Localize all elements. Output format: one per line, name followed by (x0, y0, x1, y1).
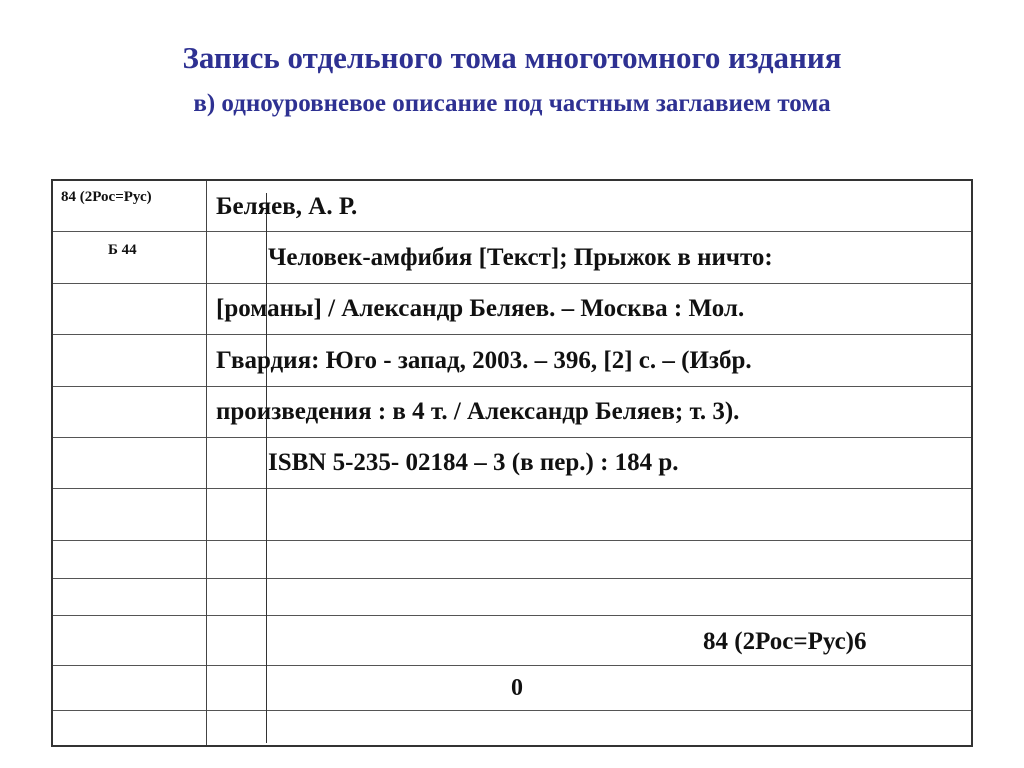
row-line (53, 488, 971, 489)
card-line: Беляев, А. Р. (216, 193, 358, 220)
card-line: произведения : в 4 т. / Александр Беляев; т. 3). (216, 398, 740, 425)
row-line (53, 386, 971, 387)
row-line (53, 665, 971, 666)
catalog-card (51, 179, 973, 747)
column-line (206, 181, 207, 745)
class-index: 84 (2Рос=Рус) (61, 189, 152, 205)
row-line (53, 437, 971, 438)
row-line (53, 710, 971, 711)
row-line (53, 283, 971, 284)
row-line (53, 231, 971, 232)
card-line: Человек-амфибия [Текст]; Прыжок в ничто: (268, 244, 773, 271)
row-line (53, 615, 971, 616)
bottom-mark: 0 (511, 675, 523, 701)
card-line: Гвардия: Юго - запад, 2003. – 396, [2] с. – (Избр. (216, 347, 752, 374)
slide-subtitle: в) одноуровневое описание под частным заглавием тома (193, 90, 831, 117)
row-line (53, 540, 971, 541)
author-mark: Б 44 (108, 242, 137, 258)
bottom-index: 84 (2Рос=Рус)6 (703, 628, 867, 655)
indent-line (266, 193, 267, 743)
card-line: ISBN 5-235- 02184 – 3 (в пер.) : 184 р. (268, 449, 679, 476)
card-line: [романы] / Александр Беляев. – Москва : Мол. (216, 295, 745, 322)
slide-title: Запись отдельного тома многотомного издания (182, 40, 842, 75)
row-line (53, 334, 971, 335)
row-line (53, 578, 971, 579)
